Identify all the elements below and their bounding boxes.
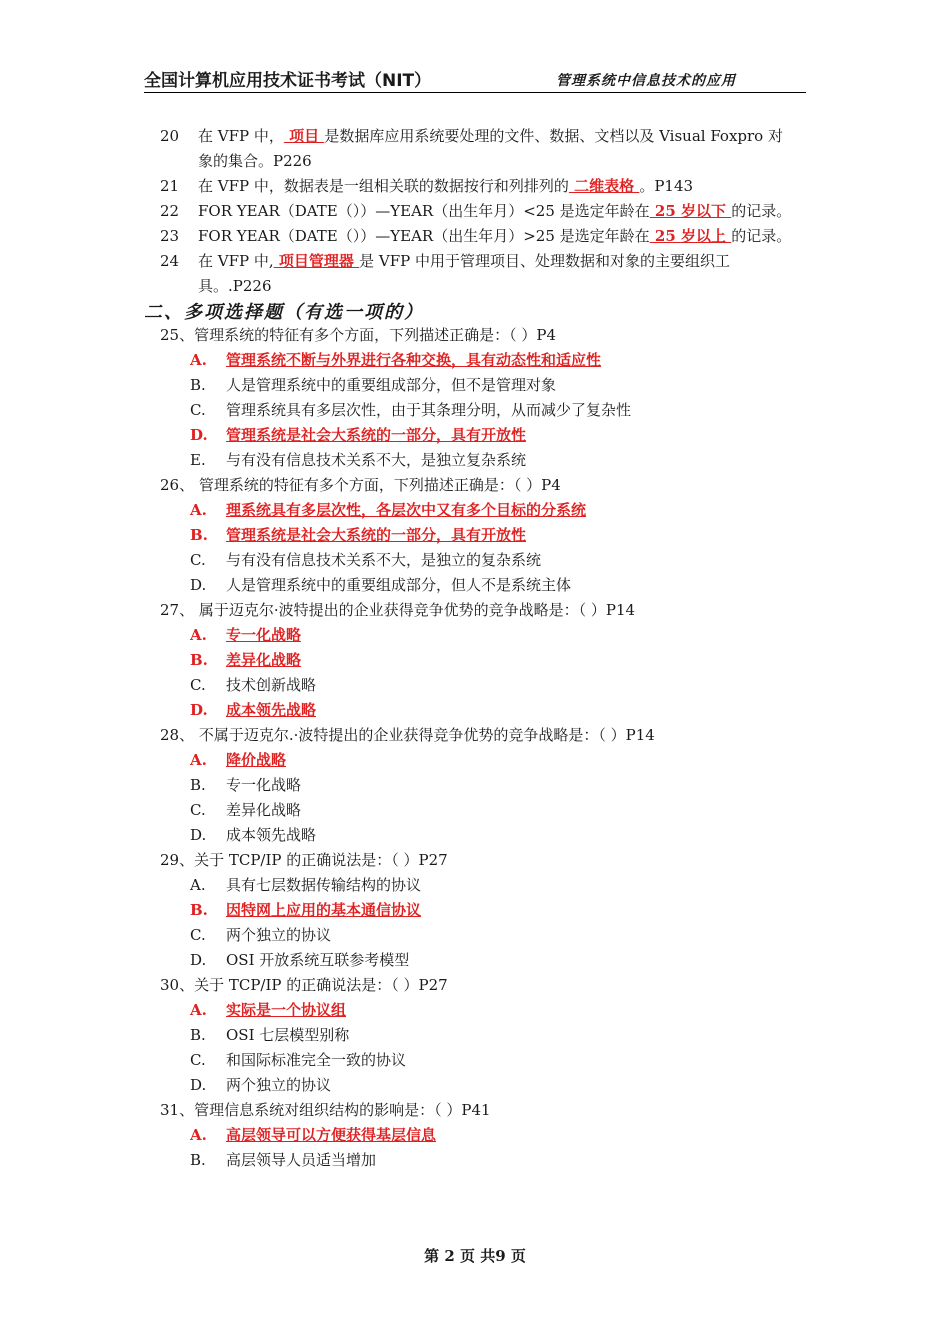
option-text: 管理系统是社会大系统的一部分，具有开放性 (226, 426, 527, 444)
multiple-choice-list (160, 323, 655, 1173)
option-letter: C. (190, 1051, 206, 1069)
option-text: 理系统具有多层次性，各层次中又有多个目标的分系统 (226, 501, 587, 519)
option-letter: A. (190, 1001, 207, 1019)
option-letter: B. (190, 776, 206, 794)
option-text: 差异化战略 (226, 651, 302, 669)
option (160, 373, 655, 398)
option (160, 1073, 655, 1098)
option-letter: E. (190, 451, 206, 469)
fill-item (160, 174, 820, 199)
item-text: 在 VFP 中， (198, 127, 284, 145)
correct-option (160, 648, 655, 673)
question-stem: 25、管理系统的特征有多个方面，下列描述正确是：（ ）P4 (160, 326, 556, 344)
question-stem: 28、 不属于迈克尔.·波特提出的企业获得竞争优势的竞争战略是：（ ）P14 (160, 726, 655, 744)
option-letter: C. (190, 926, 206, 944)
question-stem: 30、关于 TCP/IP 的正确说法是：（ ）P27 (160, 976, 448, 994)
option-letter: A. (190, 501, 207, 519)
section-title: 二、多项选择题（有选一项的） (144, 302, 424, 323)
correct-option (160, 998, 655, 1023)
option (160, 923, 655, 948)
correct-option (160, 898, 655, 923)
correct-option (160, 1123, 655, 1148)
option-text: 管理系统是社会大系统的一部分，具有开放性 (226, 526, 527, 544)
option (160, 1148, 655, 1173)
exam-title: 全国计算机应用技术证书考试（NIT） (144, 71, 432, 91)
correct-option (160, 498, 655, 523)
option (160, 1048, 655, 1073)
option-letter: B. (190, 901, 208, 919)
item-number: 21 (160, 177, 180, 195)
option-text: 人是管理系统中的重要组成部分，但不是管理对象 (226, 376, 557, 394)
option-letter: D. (190, 951, 207, 969)
fill-item (160, 199, 820, 224)
item-text: 的记录。 (731, 202, 792, 220)
fill-in-blank-list (160, 124, 820, 299)
option-letter: D. (190, 826, 207, 844)
option-letter: B. (190, 651, 208, 669)
option (160, 548, 655, 573)
fill-item (160, 249, 820, 274)
option-text: OSI 七层模型别称 (226, 1026, 350, 1044)
item-continuation: 具。.P226 (198, 277, 272, 295)
option (160, 798, 655, 823)
option-text: 人是管理系统中的重要组成部分，但人不是系统主体 (226, 576, 572, 594)
item-answer: 25 岁以上 (649, 227, 732, 245)
item-text: FOR YEAR（DATE（））—YEAR（出生年月）<25 是选定年龄在 (198, 202, 650, 220)
option-text: 实际是一个协议组 (226, 1001, 347, 1019)
item-number: 24 (160, 252, 180, 270)
item-text: 是 VFP 中用于管理项目、处理数据和对象的主要组织工 (359, 252, 730, 270)
item-text: 在 VFP 中, (198, 252, 274, 270)
option (160, 1023, 655, 1048)
fill-item (160, 124, 820, 149)
option (160, 773, 655, 798)
option-letter: B. (190, 1151, 206, 1169)
option-letter: A. (190, 1126, 207, 1144)
option-text: 管理系统不断与外界进行各种交换，具有动态性和适应性 (226, 351, 602, 369)
question-stem: 31、管理信息系统对组织结构的影响是：（ ）P41 (160, 1101, 491, 1119)
option-letter: D. (190, 426, 208, 444)
item-text: 的记录。 (731, 227, 792, 245)
option-letter: D. (190, 576, 207, 594)
correct-option (160, 348, 655, 373)
item-continuation: 象的集合。P226 (198, 152, 312, 170)
item-answer: 25 岁以下 (649, 202, 732, 220)
option-letter: C. (190, 676, 206, 694)
option-text: OSI 开放系统互联参考模型 (226, 951, 410, 969)
option-text: 专一化战略 (226, 626, 302, 644)
option (160, 673, 655, 698)
question-stem: 26、 管理系统的特征有多个方面，下列描述正确是：（ ）P4 (160, 476, 561, 494)
correct-option (160, 623, 655, 648)
item-answer: 二维表格 (568, 177, 640, 195)
correct-option (160, 423, 655, 448)
page-header (144, 66, 806, 93)
page-footer: 第 2 页 共9 页 (424, 1247, 526, 1265)
option-letter: B. (190, 526, 208, 544)
option-letter: C. (190, 801, 206, 819)
option-text: 两个独立的协议 (226, 926, 332, 944)
question-stem: 29、关于 TCP/IP 的正确说法是：（ ）P27 (160, 851, 448, 869)
option (160, 873, 655, 898)
item-text: 在 VFP 中，数据表是一组相关联的数据按行和列排列的 (198, 177, 569, 195)
option-text: 技术创新战略 (226, 676, 317, 694)
option (160, 823, 655, 848)
item-answer: 项目管理器 (273, 252, 360, 270)
option (160, 448, 655, 473)
correct-option (160, 698, 655, 723)
option-text: 和国际标准完全一致的协议 (226, 1051, 407, 1069)
option-letter: B. (190, 376, 206, 394)
correct-option (160, 748, 655, 773)
option-text: 高层领导人员适当增加 (226, 1151, 377, 1169)
item-answer: 项目 (283, 127, 325, 145)
option-letter: D. (190, 1076, 207, 1094)
item-number: 20 (160, 127, 180, 145)
fill-item (160, 224, 820, 249)
item-number: 22 (160, 202, 180, 220)
option-text: 管理系统具有多层次性，由于其条理分明，从而减少了复杂性 (226, 401, 632, 419)
option-text: 两个独立的协议 (226, 1076, 332, 1094)
option-text: 降价战略 (226, 751, 287, 769)
question-stem: 27、 属于迈克尔·波特提出的企业获得竞争优势的竞争战略是：（ ）P14 (160, 601, 636, 619)
option-text: 与有没有信息技术关系不大，是独立的复杂系统 (226, 551, 542, 569)
option-letter: B. (190, 1026, 206, 1044)
option-text: 专一化战略 (226, 776, 302, 794)
option-letter: D. (190, 701, 208, 719)
option-text: 差异化战略 (226, 801, 302, 819)
option-letter: A. (190, 626, 207, 644)
option-letter: A. (190, 876, 206, 894)
option (160, 948, 655, 973)
option (160, 398, 655, 423)
course-title: 管理系统中信息技术的应用 (556, 73, 736, 89)
option-letter: C. (190, 401, 206, 419)
item-text: 是数据库应用系统要处理的文件、数据、文档以及 Visual Foxpro 对 (324, 127, 783, 145)
item-text: 。P143 (639, 177, 694, 195)
correct-option (160, 523, 655, 548)
option (160, 573, 655, 598)
option-text: 与有没有信息技术关系不大，是独立复杂系统 (226, 451, 527, 469)
option-letter: A. (190, 751, 207, 769)
item-text: FOR YEAR（DATE（））—YEAR（出生年月）>25 是选定年龄在 (198, 227, 650, 245)
option-text: 成本领先战略 (226, 826, 317, 844)
option-text: 高层领导可以方便获得基层信息 (226, 1126, 437, 1144)
option-letter: A. (190, 351, 207, 369)
option-text: 具有七层数据传输结构的协议 (226, 876, 422, 894)
option-text: 成本领先战略 (226, 701, 317, 719)
item-number: 23 (160, 227, 180, 245)
option-text: 因特网上应用的基本通信协议 (226, 901, 422, 919)
option-letter: C. (190, 551, 206, 569)
